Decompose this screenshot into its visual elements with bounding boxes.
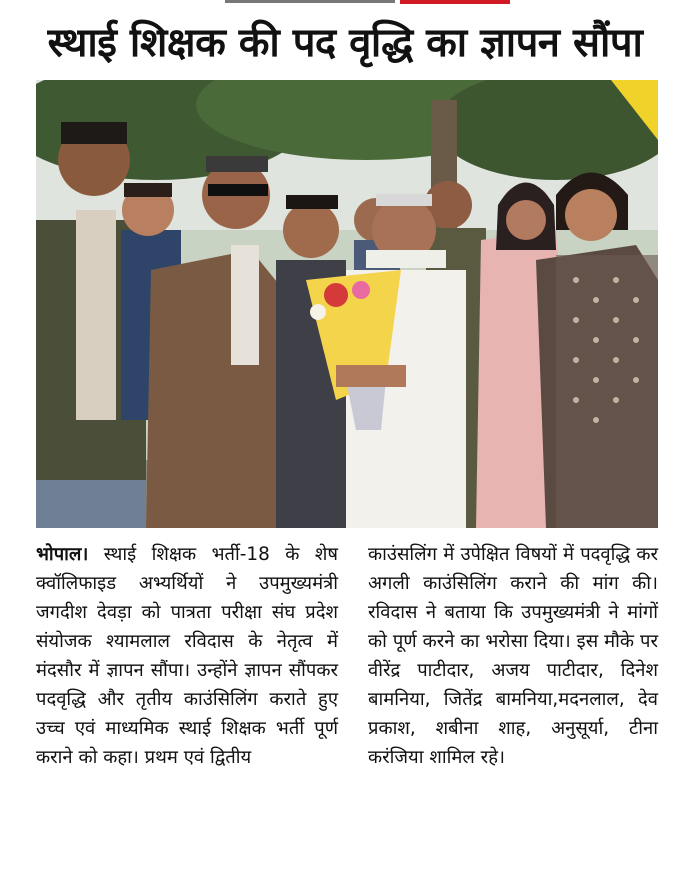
headline: स्थाई शिक्षक की पद वृद्धि का ज्ञापन सौंपा <box>47 20 643 66</box>
dateline: भोपाल। <box>36 544 89 565</box>
top-rule <box>0 0 690 8</box>
article-column-right <box>368 540 658 772</box>
article-column-left <box>36 540 338 772</box>
top-rule-red <box>400 0 510 4</box>
article-text-left: स्थाई शिक्षक भर्ती-18 के शेष क्वॉलिफाइड अभ्यर्थियों ने उपमुख्यमंत्री जगदीश देवड़ा को पात्रता परीक्षा संघ प्रदेश संयोजक श्यामलाल रविदास के नेतृत्व में मंदसौर में ज्ञापन सौंपा। उन्होंने ज्ञापन सौंपकर पदवृद्धि और तृतीय काउंसिलिंग कराते हुए उच्च एवं माध्यमिक स्थाई शिक्षक भर्ती पूर्ण कराने को कहा। प्रथम एवं द्वितीय <box>36 544 338 768</box>
top-rule-gray <box>225 0 395 3</box>
news-photo <box>36 80 658 528</box>
article-text-right: काउंसलिंग में उपेक्षित विषयों में पदवृद्धि कर अगली काउंसिलिंग कराने की मांग की। रविदास ने बताया कि उपमुख्यमंत्री ने मांगों को पूर्ण करने का भरोसा दिया। इस मौके पर वीरेंद्र पाटीदार, अजय पाटीदार, दिनेश बामनिया, जितेंद्र बामनिया,मदनलाल, देव प्रकाश, शबीना शाह, अनुसूर्या, टीना करंजिया शामिल रहे। <box>368 544 658 768</box>
group-photo-bouquet-icon <box>36 80 658 528</box>
